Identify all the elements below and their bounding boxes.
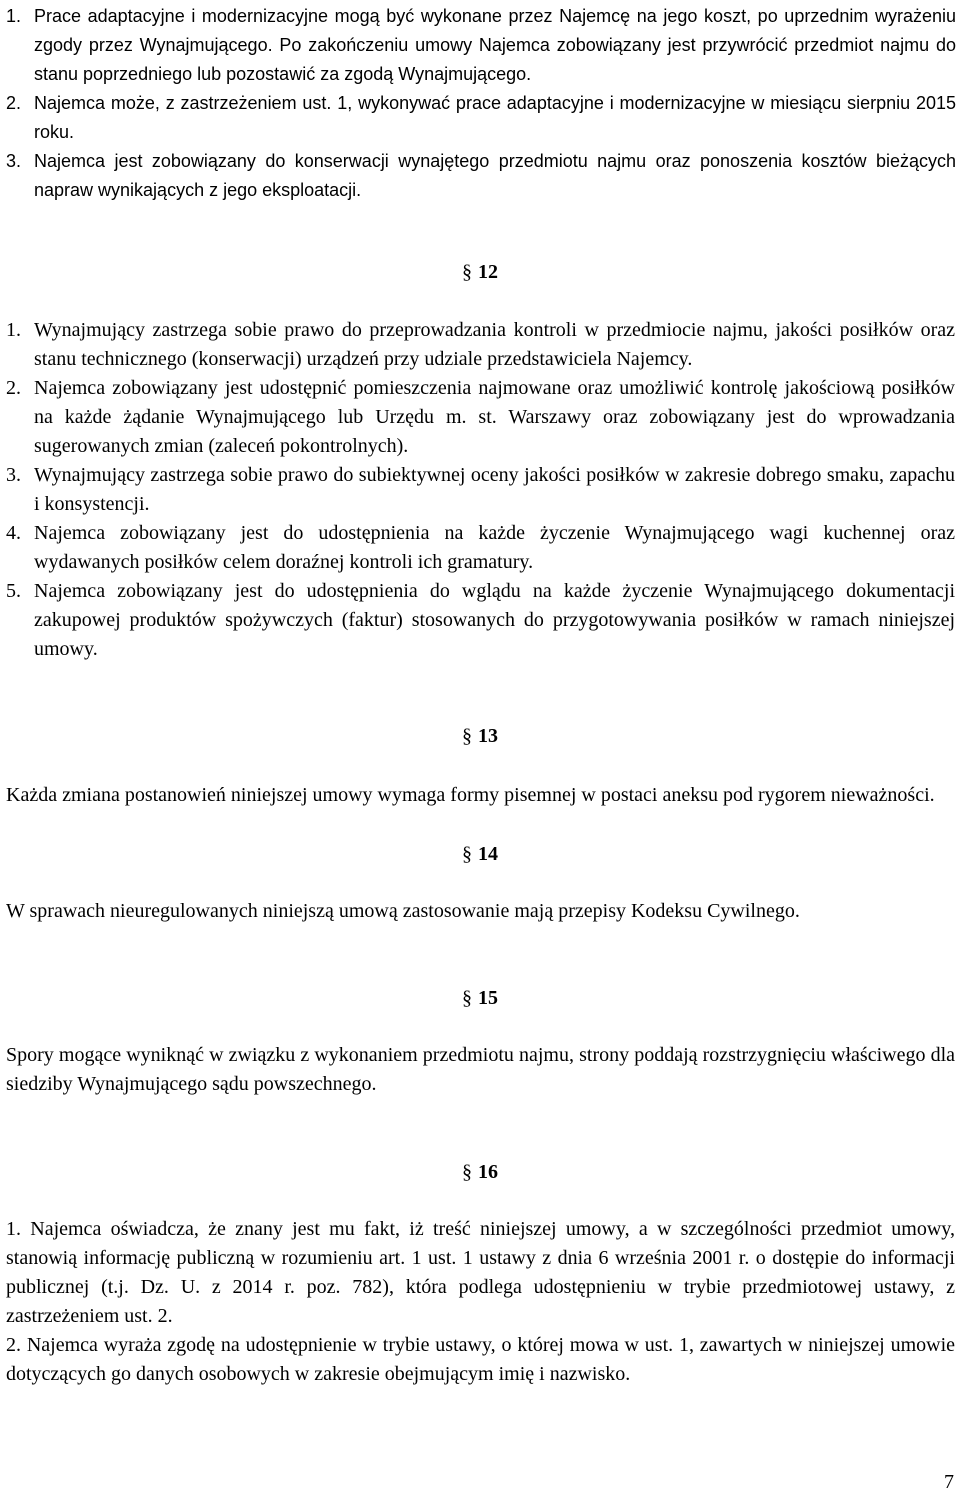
item-number: 1. [6, 6, 22, 26]
section-15-heading [0, 984, 960, 1012]
section-12-item-1 [6, 316, 955, 374]
section-number: 16 [478, 1161, 498, 1183]
item-text: Prace adaptacyjne i modernizacyjne mogą być wykonane przez Najemcę na jego koszt, po uprzednim wyrażeniu zgody przez Wynajmującego. Po zakończeniu umowy Najemca zobowiązany jest przywrócić przedmiot najmu do stanu poprzedniego lub pozostawić za zgodą Wynajmującego. [34, 6, 956, 84]
section-16-heading [0, 1158, 960, 1186]
section-12-item-2 [6, 374, 955, 461]
section-15-text: Spory mogące wyniknąć w związku z wykonaniem przedmiotu najmu, strony poddają rozstrzygnięciu właściwego dla siedziby Wynajmującego sądu powszechnego. [6, 1044, 955, 1095]
section-12-item-3 [6, 461, 955, 519]
item-text: Najemca zobowiązany jest do udostępnienia do wglądu na każde życzenie Wynajmującego dokumentacji zakupowej produktów spożywczych (faktur) stosowanych do przygotowywania posiłków w ramach niniejszej umowy. [34, 580, 955, 660]
section-12-item-5 [6, 577, 955, 664]
item-number: 1. [6, 319, 21, 341]
paragraph-symbol: § [462, 725, 472, 747]
section-16-para-2: 2. Najemca wyraża zgodę na udostępnienie w trybie ustawy, o której mowa w ust. 1, zawartych w niniejszej umowie dotyczących go danych osobowych w zakresie obejmującym imię i nazwisko. [6, 1334, 955, 1385]
item-number: 5. [6, 580, 21, 602]
section-13-body [6, 781, 955, 810]
section-number: 15 [478, 987, 498, 1009]
item-number: 4. [6, 522, 21, 544]
section-16-para-1: 1. Najemca oświadcza, że znany jest mu fakt, iż treść niniejszej umowy, a w szczególności przedmiot umowy, stanowią informację publiczną w rozumieniu art. 1 ust. 1 ustawy z dnia 6 września 2001 r. o dostępie do informacji publicznej (t.j. Dz. U. z 2014 r. poz. 782), która podlega udostępnieniu w trybie przedmiotowej ustawy, z zastrzeżeniem ust. 2. [6, 1218, 955, 1327]
item-number: 3. [6, 464, 21, 486]
item-number: 3. [6, 151, 22, 171]
section-number: 13 [478, 725, 498, 747]
section-12-heading [0, 258, 960, 286]
item-number: 2. [6, 93, 22, 113]
section-14-body [6, 897, 955, 926]
section-13-heading [0, 722, 960, 750]
item-text: Najemca jest zobowiązany do konserwacji wynajętego przedmiotu najmu oraz ponoszenia kosztów bieżących napraw wynikających z jego eksploatacji. [34, 151, 956, 200]
item-number: 2. [6, 377, 21, 399]
section-14-text: W sprawach nieuregulowanych niniejszą umową zastosowanie mają przepisy Kodeksu Cywilnego. [6, 900, 800, 922]
section-16-body [6, 1215, 955, 1389]
paragraph-symbol: § [462, 1161, 472, 1183]
section-13-text: Każda zmiana postanowień niniejszej umowy wymaga formy pisemnej w postaci aneksu pod rygorem nieważności. [6, 784, 935, 806]
item-text: Wynajmujący zastrzega sobie prawo do subiektywnej oceny jakości posiłków w zakresie dobrego smaku, zapachu i konsystencji. [34, 464, 955, 515]
section-15-body [6, 1041, 955, 1099]
item-text: Wynajmujący zastrzega sobie prawo do przeprowadzania kontroli w przedmiocie najmu, jakości posiłków oraz stanu technicznego (konserwacji) urządzeń przy udziale przedstawiciela Najemcy. [34, 319, 955, 370]
item-text: Najemca zobowiązany jest do udostępnienia na każde życzenie Wynajmującego wagi kuchennej oraz wydawanych posiłków celem doraźnej kontroli ich gramatury. [34, 522, 955, 573]
item-text: Najemca może, z zastrzeżeniem ust. 1, wykonywać prace adaptacyjne i modernizacyjne w miesiącu sierpniu 2015 roku. [34, 93, 956, 142]
page-number: 7 [944, 1471, 954, 1493]
item-text: Najemca zobowiązany jest udostępnić pomieszczenia najmowane oraz umożliwić kontrolę jakościową posiłków na każde żądanie Wynajmującego lub Urzędu m. st. Warszawy oraz zobowiązany jest do wprowadzania sugerowanych zmian (zaleceń pokontrolnych). [34, 377, 955, 457]
top-item-2 [6, 89, 956, 147]
section-number: 14 [478, 843, 498, 865]
section-14-heading [0, 840, 960, 868]
paragraph-symbol: § [462, 843, 472, 865]
top-item-3 [6, 147, 956, 205]
section-number: 12 [478, 261, 498, 283]
paragraph-symbol: § [462, 987, 472, 1009]
section-12-item-4 [6, 519, 955, 577]
top-items-list [6, 2, 956, 205]
paragraph-symbol: § [462, 261, 472, 283]
top-item-1 [6, 2, 956, 89]
section-12-body [6, 316, 955, 664]
